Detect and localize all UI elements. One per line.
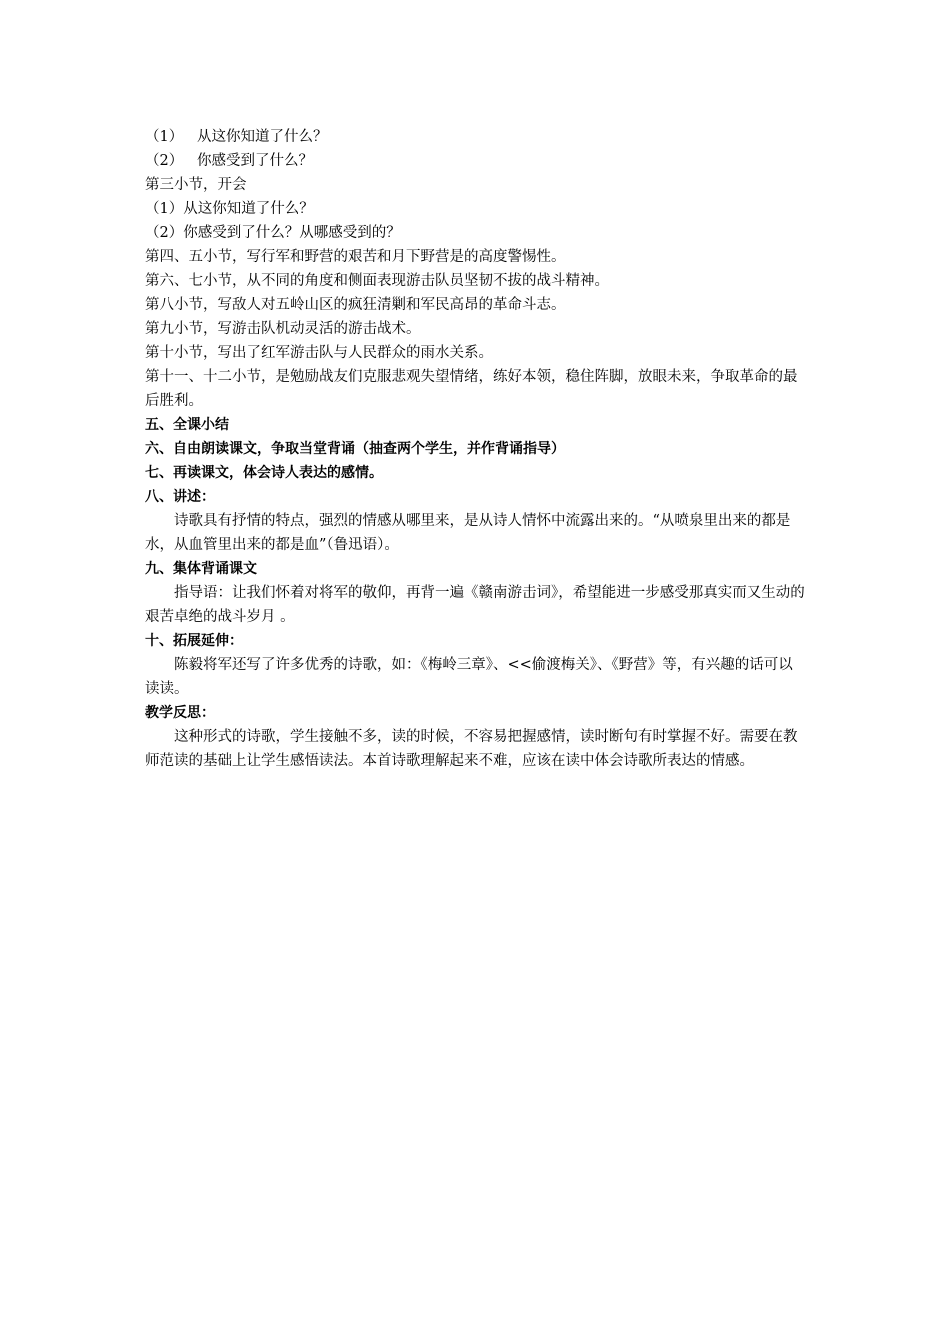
paragraph-10: 陈毅将军还写了许多优秀的诗歌，如：《梅岭三章》、<<偷渡梅关》、《野营》等，有兴趣的话可以读读。 bbox=[145, 657, 793, 697]
heading-10: 十、拓展延伸： bbox=[145, 633, 243, 649]
section-4-5-summary: 第四、五小节，写行军和野营的艰苦和月下野营是的高度警惕性。 bbox=[145, 249, 566, 265]
heading-5: 五、全课小结 bbox=[145, 417, 229, 433]
question-line bbox=[145, 149, 807, 173]
heading-9: 九、集体背诵课文 bbox=[145, 561, 257, 577]
section-3-question-2: （2）你感受到了什么？从哪感受到的？ bbox=[145, 225, 401, 241]
section-9-summary: 第九小节，写游击队机动灵活的游击战术。 bbox=[145, 321, 421, 337]
question-number: （2） bbox=[145, 153, 184, 169]
paragraph-9: 指导语：让我们怀着对将军的敬仰，再背一遍《赣南游击词》，希望能进一步感受那真实而又生动的艰苦卓绝的战斗岁月 。 bbox=[145, 585, 805, 625]
document-page bbox=[145, 125, 807, 773]
question-line bbox=[145, 125, 807, 149]
paragraph-reflection: 这种形式的诗歌，学生接触不多，读的时候，不容易把握感情，读时断句有时掌握不好。需要在教师范读的基础上让学生感悟读法。本首诗歌理解起来不难，应该在读中体会诗歌所表达的情感。 bbox=[145, 729, 798, 769]
heading-7: 七、再读课文，体会诗人表达的感情。 bbox=[145, 465, 383, 481]
section-6-7-summary: 第六、七小节，从不同的角度和侧面表现游击队员坚韧不拔的战斗精神。 bbox=[145, 273, 609, 289]
paragraph-8: 诗歌具有抒情的特点，强烈的情感从哪里来，是从诗人情怀中流露出来的。“从喷泉里出来的都是水，从血管里出来的都是血”（鲁迅语）。 bbox=[145, 513, 791, 553]
question-text: 你感受到了什么？ bbox=[197, 153, 313, 169]
question-number: （1） bbox=[145, 129, 184, 145]
question-text: 从这你知道了什么？ bbox=[197, 129, 328, 145]
heading-6: 六、自由朗读课文，争取当堂背诵（抽查两个学生，并作背诵指导） bbox=[145, 441, 565, 457]
section-3-title: 第三小节，开会 bbox=[145, 177, 247, 193]
section-3-question-1: （1）从这你知道了什么？ bbox=[145, 201, 314, 217]
heading-8: 八、讲述： bbox=[145, 489, 215, 505]
heading-reflection: 教学反思： bbox=[145, 705, 215, 721]
section-10-summary: 第十小节，写出了红军游击队与人民群众的雨水关系。 bbox=[145, 345, 493, 361]
section-11-12-summary: 第十一、十二小节，是勉励战友们克服悲观失望情绪，练好本领，稳住阵脚，放眼未来，争取革命的最后胜利。 bbox=[145, 369, 798, 409]
section-8-summary: 第八小节，写敌人对五岭山区的疯狂清剿和军民高昂的革命斗志。 bbox=[145, 297, 566, 313]
